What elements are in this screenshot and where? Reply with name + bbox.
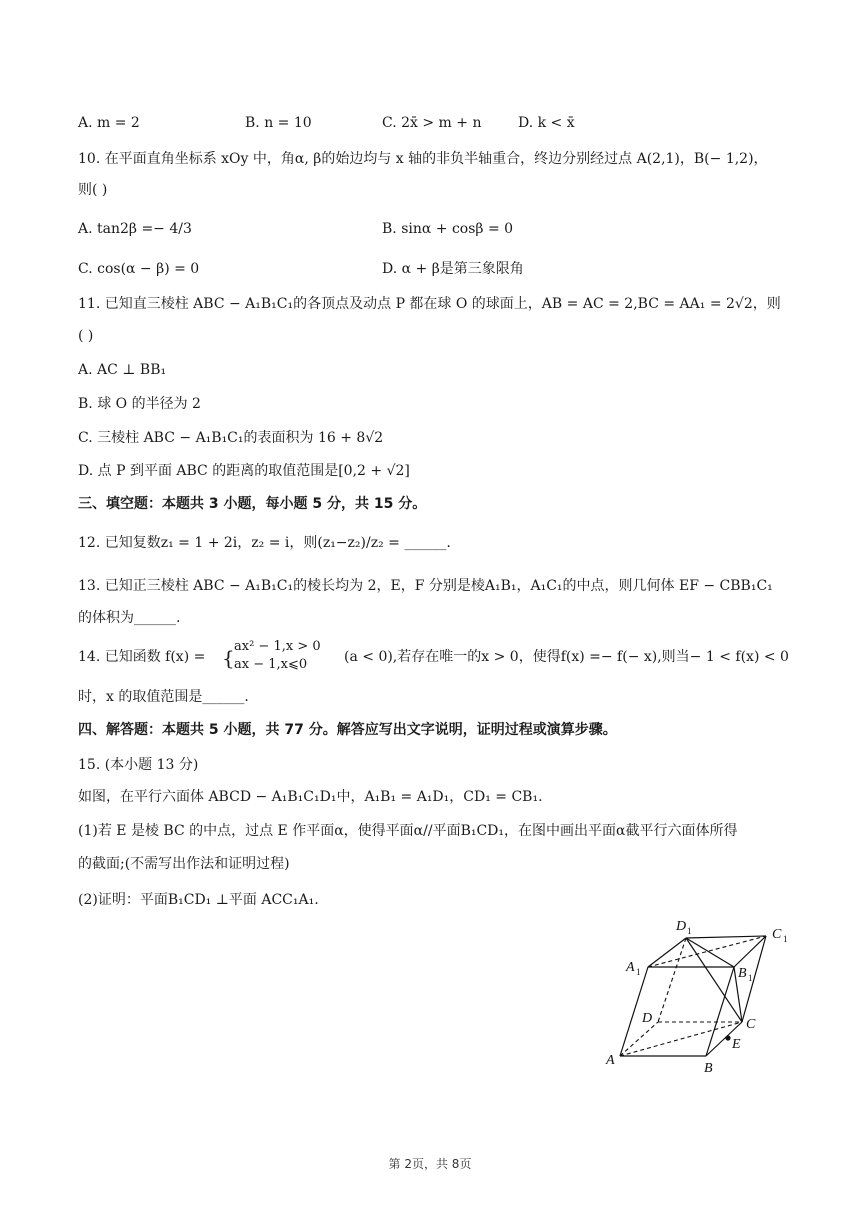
q13-line1: 13. 已知正三棱柱 ABC − A₁B₁C₁的棱长均为 2，E，F 分别是棱A₁B₁，A₁C₁的中点，则几何体 EF − CBB₁C₁ (78, 578, 773, 594)
q10-option-a: A. tan2β =− 4/3 (78, 221, 192, 237)
q15-part2: (2)证明：平面B₁CD₁ ⊥平面 ACC₁A₁. (78, 892, 319, 908)
label-d: D (642, 1011, 653, 1026)
q14-line2: 时，x 的取值范围是______. (78, 689, 249, 705)
label-a1-sub: 1 (636, 967, 641, 977)
q10-stem-line1: 10. 在平面直角坐标系 xOy 中，角α, β的始边均与 x 轴的非负半轴重合，终边分别经过点 A(2,1)，B(− 1,2)， (78, 151, 768, 167)
label-c1: C (772, 927, 782, 942)
q10-option-c: C. cos(α − β) = 0 (78, 261, 200, 277)
q9-option-a: A. m = 2 (78, 115, 140, 131)
q14-case1: ax² − 1,x > 0 (234, 639, 321, 654)
label-b1: B (738, 966, 747, 981)
q14-case2: ax − 1,x⩽0 (234, 657, 308, 672)
q14-prefix: 14. 已知函数 f(x) = (78, 649, 206, 665)
q9-option-b: B. n = 10 (245, 115, 312, 131)
q10-option-b: B. sinα + cosβ = 0 (382, 221, 514, 237)
q11-option-a: A. AC ⊥ BB₁ (78, 362, 167, 378)
q13-line2: 的体积为______. (78, 610, 181, 626)
label-c1-sub: 1 (783, 934, 788, 944)
q15-part1-line2: 的截面;(不需写出作法和证明过程) (78, 856, 290, 872)
q11-option-d: D. 点 P 到平面 ABC 的距离的取值范围是[0,2 + √2] (78, 463, 410, 479)
label-d1: D (676, 919, 687, 934)
parallelepiped-figure (596, 908, 806, 1078)
q9-option-d: D. k < x̄ (518, 115, 575, 131)
label-b: B (704, 1061, 713, 1076)
label-a1: A (626, 960, 635, 975)
q11-stem-line2: ( ) (78, 328, 94, 344)
label-e: E (732, 1037, 741, 1052)
q15-intro: 如图，在平行六面体 ABCD − A₁B₁C₁D₁中，A₁B₁ = A₁D₁，CD₁ = CB₁. (78, 789, 543, 805)
q10-stem-line2: 则( ) (78, 182, 108, 198)
section4-heading: 四、解答题：本题共 5 小题，共 77 分。解答应写出文字说明，证明过程或演算步骤。 (78, 722, 617, 738)
q14-brace: { (222, 646, 235, 670)
label-a: A (606, 1053, 615, 1068)
label-c: C (746, 1017, 756, 1032)
q11-option-c: C. 三棱柱 ABC − A₁B₁C₁的表面积为 16 + 8√2 (78, 430, 384, 446)
page-footer: 第 2页，共 8页 (388, 1157, 472, 1171)
point-e-marker (725, 1035, 730, 1040)
q12-text: 12. 已知复数z₁ = 1 + 2i，z₂ = i，则(z₁−z₂)/z₂ = ______. (78, 535, 451, 551)
q14-suffix: (a < 0),若存在唯一的x > 0，使得f(x) =− f(− x),则当− 1 < f(x) < 0 (344, 649, 789, 665)
q15-part1-line1: (1)若 E 是棱 BC 的中点，过点 E 作平面α，使得平面α//平面B₁CD₁，在图中画出平面α截平行六面体所得 (78, 823, 738, 839)
q9-option-c: C. 2x̄ > m + n (382, 115, 482, 131)
section3-heading: 三、填空题：本题共 3 小题，每小题 5 分，共 15 分。 (78, 496, 427, 512)
q15-header: 15. (本小题 13 分) (78, 757, 199, 773)
q11-stem-line1: 11. 已知直三棱柱 ABC − A₁B₁C₁的各顶点及动点 P 都在球 O 的球面上，AB = AC = 2,BC = AA₁ = 2√2，则 (78, 296, 781, 312)
label-b1-sub: 1 (748, 973, 753, 983)
q11-option-b: B. 球 O 的半径为 2 (78, 396, 201, 412)
q10-option-d: D. α + β是第三象限角 (382, 261, 524, 277)
label-d1-sub: 1 (687, 926, 692, 936)
